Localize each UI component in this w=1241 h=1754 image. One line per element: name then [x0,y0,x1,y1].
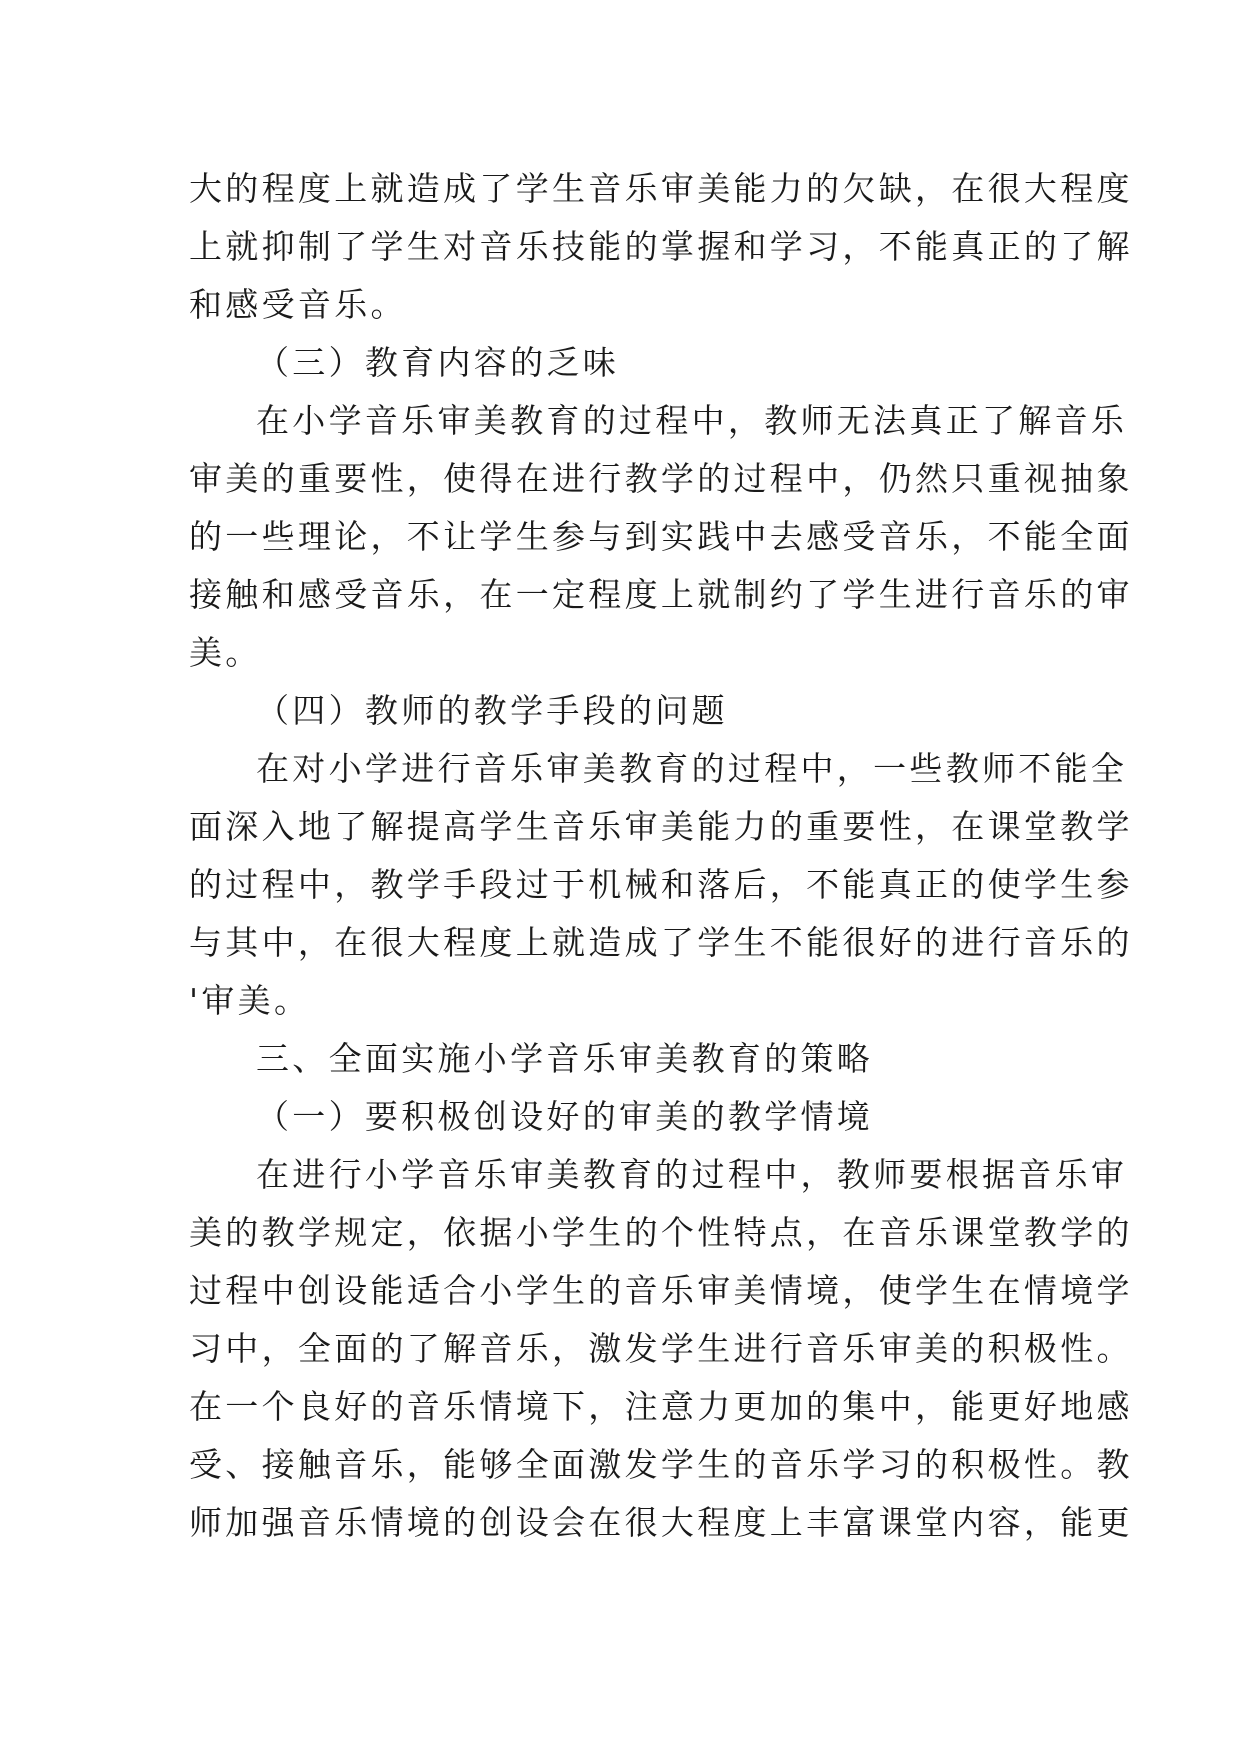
body-text-line: 习中，全面的了解音乐，激发学生进行音乐审美的积极性。 [189,1329,1133,1368]
body-text-line: 大的程度上就造成了学生音乐审美能力的欠缺，在很大程度 [189,169,1133,208]
body-text-line: '审美。 [189,981,311,1020]
body-text-line: 的一些理论，不让学生参与到实践中去感受音乐，不能全面 [189,517,1133,556]
body-text-line: 在一个良好的音乐情境下，注意力更加的集中，能更好地感 [189,1387,1133,1426]
body-text-line: 接触和感受音乐，在一定程度上就制约了学生进行音乐的审 [189,575,1133,614]
body-text-line: 审美的重要性，使得在进行教学的过程中，仍然只重视抽象 [189,459,1133,498]
paragraph-first-line: 在进行小学音乐审美教育的过程中，教师要根据音乐审 [256,1155,1128,1194]
paragraph-first-line: 在对小学进行音乐审美教育的过程中，一些教师不能全 [256,749,1128,788]
section-heading: （四）教师的教学手段的问题 [256,691,728,730]
body-text-line: 与其中，在很大程度上就造成了学生不能很好的进行音乐的 [189,923,1133,962]
body-text-line: 面深入地了解提高学生音乐审美能力的重要性，在课堂教学 [189,807,1133,846]
body-text-line: 受、接触音乐，能够全面激发学生的音乐学习的积极性。教 [189,1445,1133,1484]
body-text-line: 的过程中，教学手段过于机械和落后，不能真正的使学生参 [189,865,1133,904]
chapter-heading: 三、全面实施小学音乐审美教育的策略 [256,1039,874,1078]
paragraph-first-line: 在小学音乐审美教育的过程中，教师无法真正了解音乐 [256,401,1128,440]
body-text-line: 上就抑制了学生对音乐技能的掌握和学习，不能真正的了解 [189,227,1133,266]
section-heading: （一）要积极创设好的审美的教学情境 [256,1097,874,1136]
body-text-line: 师加强音乐情境的创设会在很大程度上丰富课堂内容，能更 [189,1503,1133,1542]
body-text-line: 过程中创设能适合小学生的音乐审美情境，使学生在情境学 [189,1271,1133,1310]
body-text-line: 美。 [189,633,262,672]
body-text-line: 和感受音乐。 [189,285,407,324]
body-text-line: 美的教学规定，依据小学生的个性特点，在音乐课堂教学的 [189,1213,1133,1252]
section-heading: （三）教育内容的乏味 [256,343,619,382]
